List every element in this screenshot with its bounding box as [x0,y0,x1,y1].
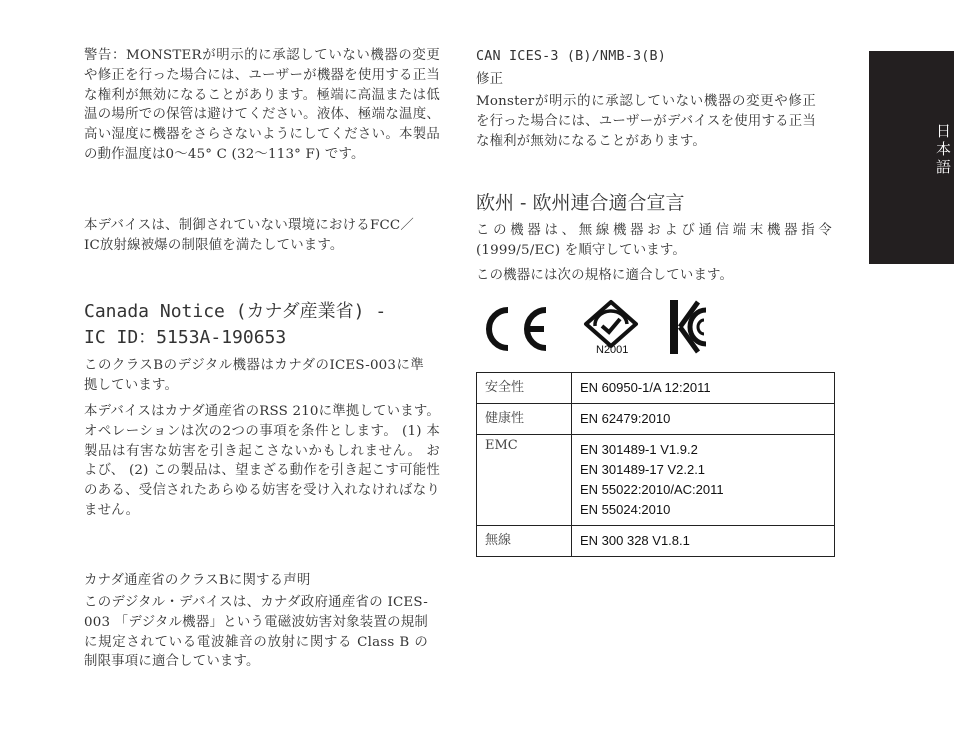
table-row [477,404,835,435]
standard-value: EN 301489-17 V2.2.1 [580,462,706,477]
standard-category: 無線 [477,526,572,557]
fcc-text: 本デバイスは、制御されていない環境におけるFCC／IC放射線被爆の制限値を満たしています。 [84,218,414,253]
standard-value: EN 60950-1/A 12:2011 [580,380,711,395]
can-ices-line: CAN ICES-3 (B)/NMB-3(B) [476,49,667,64]
eu-directive-text: この機器は、無線機器および通信端末機器指令 (1999/5/EC) を順守しています。 [476,223,832,258]
standard-value: EN 55024:2010 [580,502,671,517]
certification-logos [476,298,736,362]
canada-heading-2: IC ID：5153A-190653 [84,327,287,348]
standard-values [572,404,835,435]
ices-text: このクラスBのデジタル機器はカナダのICES-003に準拠しています。 [84,358,424,393]
table-row [477,373,835,404]
standard-value: EN 55022:2010/AC:2011 [580,482,724,497]
language-tab[interactable] [869,51,954,264]
kc-mark-icon [668,298,710,358]
standards-table [476,372,835,557]
language-tab-label: 日本語 [934,123,952,177]
table-row [477,435,835,526]
standard-category: 安全性 [477,373,572,404]
rss-text: 本デバイスはカナダ通産省のRSS 210に準拠しています。オペレーションは次の2つの事項を条件とします。 (1) 本製品は有害な妨害を引き起こさないかもしれません。 および、 (2) この製品は、望まざる動作を引き起こす可能性のある、受信されたあらゆる妨害を受け入れなければなりません。 [84,404,440,518]
standard-value: EN 62479:2010 [580,411,671,426]
class-b-text: このデジタル・デバイスは、カナダ政府通産省の ICES-003 「デジタル機器」という電磁波妨害対象装置の規制に規定されている電波雑音の放射に関する Class B の制限事項に適合しています。 [84,595,428,670]
standard-category: 健康性 [477,404,572,435]
standard-values [572,373,835,404]
correction-label: 修正 [476,72,504,87]
standard-values [572,435,835,526]
canada-heading-1: Canada Notice (カナダ産業省) - [84,301,387,322]
standard-value: EN 300 328 V1.8.1 [580,533,690,548]
standard-values [572,526,835,557]
eu-heading: 欧州 - 欧州連合適合宣言 [476,192,685,214]
n2001-label: N2001 [596,344,629,356]
standard-value: EN 301489-1 V1.9.2 [580,442,698,457]
ce-mark-icon [476,298,556,358]
correction-text: Monsterが明示的に承認していない機器の変更や修正を行った場合には、ユーザーがデバイスを使用する正当な権利が無効になることがあります。 [476,94,816,149]
warning-text: 警告：MONSTERが明示的に承認していない機器の変更や修正を行った場合には、ユーザーが機器を使用する正当な権利が無効になることがあります。極端に高温または低温の場所での保管は避けてください。液体、極端な温度、高い湿度に機器をさらさないようにしてください。本製品の動作温度は0〜45° C (32〜113° F) です。 [84,48,440,162]
eu-standards-text: この機器には次の規格に適合しています。 [476,268,734,283]
standard-category: EMC [477,435,572,526]
class-b-title: カナダ通産省のクラスBに関する声明 [84,573,311,588]
table-row [477,526,835,557]
